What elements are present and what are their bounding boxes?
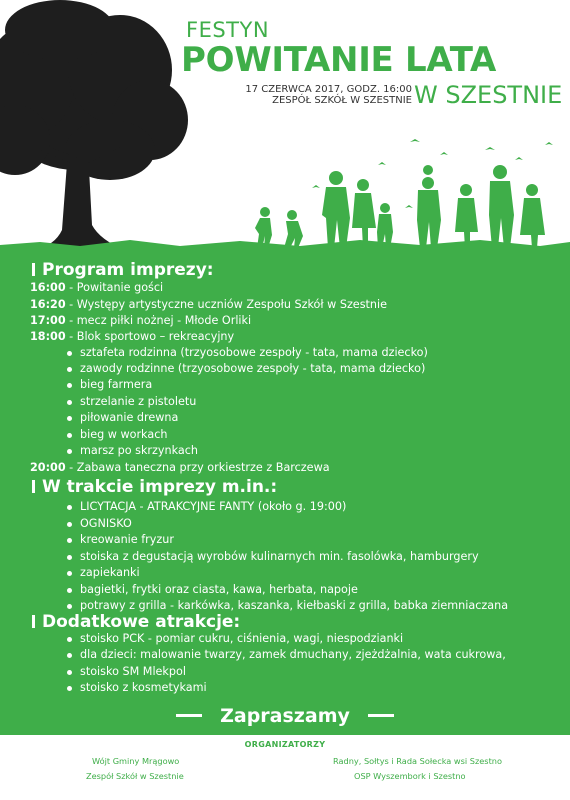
during-item: bagietki, frytki oraz ciasta, kawa, herbata, napoje <box>80 583 358 596</box>
tree-icon <box>0 0 188 250</box>
program-item: 18:00 - Blok sportowo – rekreacyjny <box>30 330 235 343</box>
organizers-heading: ORGANIZATORZY <box>244 740 326 749</box>
event-venue: ZESPÓŁ SZKÓŁ W SZESTNIE <box>272 95 412 106</box>
family-silhouette-icon <box>255 139 553 248</box>
sport-item: piłowanie drewna <box>80 411 179 424</box>
extra-item: stoisko z kosmetykami <box>80 681 207 694</box>
event-label: FESTYN <box>186 18 270 42</box>
organizer: OSP Wyszembork i Szestno <box>354 771 466 781</box>
event-date: 17 CZERWCA 2017, GODZ. 16:00 <box>245 84 412 95</box>
sport-item: marsz po skrzynkach <box>80 444 198 457</box>
sport-item: sztafeta rodzinna (trzyosobowe zespoły - tata, mama dziecko) <box>80 346 428 359</box>
during-item: OGNISKO <box>80 517 132 530</box>
invitation: Zapraszamy <box>0 705 570 727</box>
organizer: Wójt Gminy Mrągowo <box>92 756 180 766</box>
during-item: zapiekanki <box>80 566 140 579</box>
during-item: stoiska z degustacją wyrobów kulinarnych min. fasolówka, hamburgery <box>80 550 479 563</box>
extra-heading: Dodatkowe atrakcje: <box>32 612 240 632</box>
extra-item: dla dzieci: malowanie twarzy, zamek dmuchany, zjeżdżalnia, wata cukrowa, <box>80 648 506 661</box>
program-item: 16:00 - Powitanie gości <box>30 281 164 294</box>
organizer: Radny, Sołtys i Rada Sołecka wsi Szestno <box>333 756 502 766</box>
organizer: Zespół Szkół w Szestnie <box>86 771 184 781</box>
during-item: LICYTACJA - ATRAKCYJNE FANTY (około g. 19:00) <box>80 500 347 513</box>
sport-item: bieg w workach <box>80 428 168 441</box>
during-item: potrawy z grilla - karkówka, kaszanka, kiełbaski z grilla, babka ziemniaczana <box>80 599 509 612</box>
event-location: W SZESTNIE <box>414 81 563 109</box>
tree-and-family-silhouette <box>0 0 570 250</box>
program-item: 17:00 - mecz piłki nożnej - Młode Orliki <box>30 314 252 327</box>
sport-item: bieg farmera <box>80 378 153 391</box>
program-panel <box>0 248 570 735</box>
extra-item: stoisko SM Mlekpol <box>80 665 186 678</box>
program-item: 20:00 - Zabawa taneczna przy orkiestrze z Barczewa <box>30 461 330 474</box>
event-title: POWITANIE LATA <box>181 40 497 80</box>
during-item: kreowanie fryzur <box>80 533 174 546</box>
during-heading: W trakcie imprezy m.in.: <box>32 477 277 497</box>
event-date-venue <box>245 84 412 106</box>
organizers-footer <box>0 735 570 800</box>
program-item: 16:20 - Występy artystyczne uczniów Zespołu Szkół w Szestnie <box>30 298 387 311</box>
sport-item: strzelanie z pistoletu <box>80 395 197 408</box>
program-heading: Program imprezy: <box>32 260 214 280</box>
poster-header <box>0 0 570 250</box>
extra-item: stoisko PCK - pomiar cukru, ciśnienia, wagi, niespodzianki <box>80 632 404 645</box>
sport-item: zawody rodzinne (trzyosobowe zespoły - tata, mama dziecko) <box>80 362 426 375</box>
